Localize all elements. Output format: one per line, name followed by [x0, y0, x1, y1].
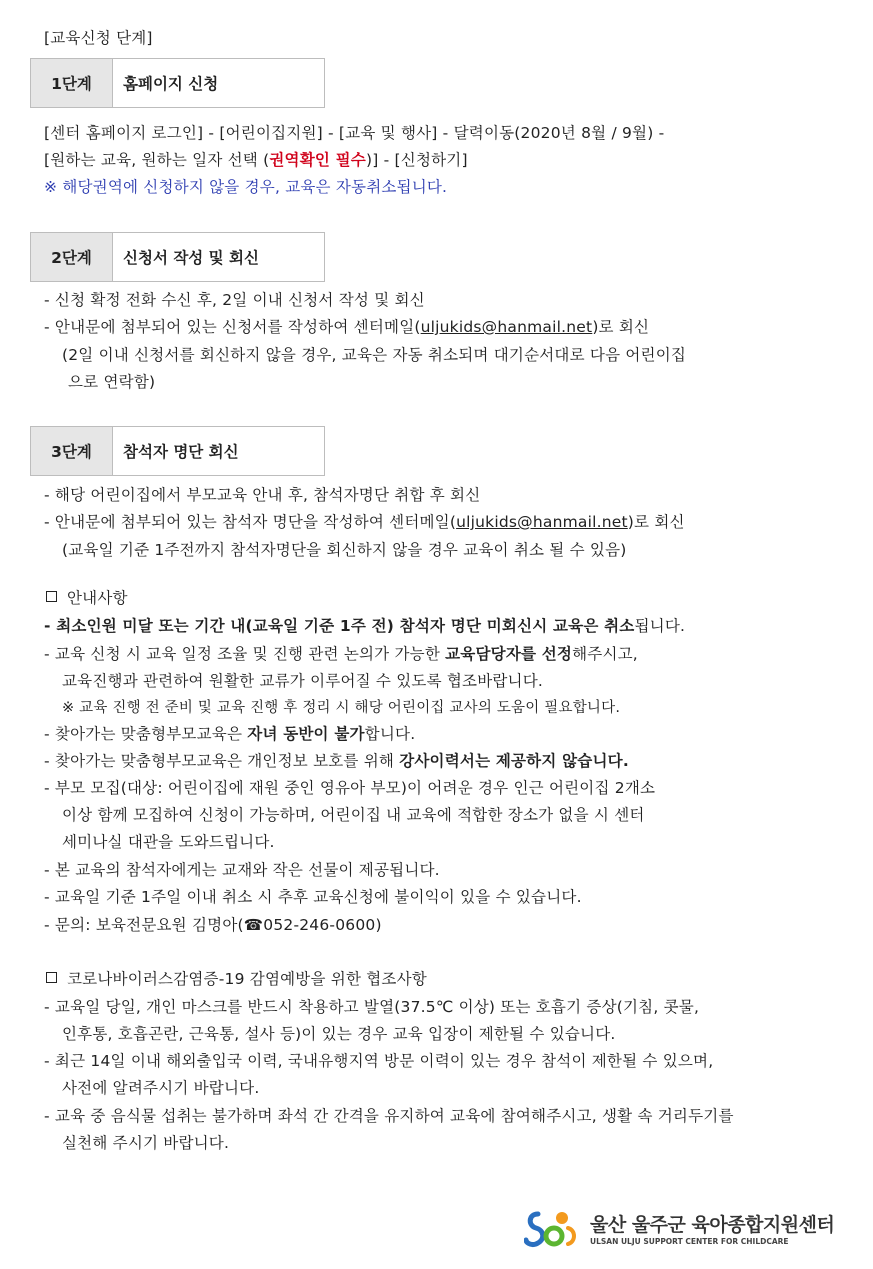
- guide-item-2: - 교육 신청 시 교육 일정 조율 및 진행 관련 논의가 가능한 교육담당자를 선정해주시고,: [44, 645, 638, 663]
- guide-item-4: - 찾아가는 맞춤형부모교육은 개인정보 보호를 위해 강사이력서는 제공하지 않습니다.: [44, 752, 629, 770]
- guide-title: 안내사항: [46, 586, 128, 608]
- center-name-english: ULSAN ULJU SUPPORT CENTER FOR CHILDCARE: [590, 1237, 789, 1246]
- guide-item-2-note: ※ 교육 진행 전 준비 및 교육 진행 후 정리 시 해당 어린이집 교사의 도움이 필요합니다.: [62, 700, 621, 716]
- covid-item-1-cont: 인후통, 호흡곤란, 근육통, 설사 등)이 있는 경우 교육 입장이 제한될 수 있습니다.: [62, 1025, 616, 1043]
- step2-line3: (2일 이내 신청서를 회신하지 않을 경우, 교육은 자동 취소되며 대기순서대로 다음 어린이집: [62, 346, 687, 364]
- guide-item-1: - 최소인원 미달 또는 기간 내(교육일 기준 1주 전) 참석자 명단 미회신시 교육은 취소됩니다.: [44, 617, 686, 635]
- covid-item-1: - 교육일 당일, 개인 마스크를 반드시 착용하고 발열(37.5℃ 이상) 또는 호흡기 증상(기침, 콧물,: [44, 998, 700, 1016]
- guide-item-3: - 찾아가는 맞춤형부모교육은 자녀 동반이 불가합니다.: [44, 725, 416, 743]
- email-link[interactable]: uljukids@hanmail.net: [456, 513, 628, 531]
- checkbox-square-icon: [46, 972, 57, 983]
- region-check-required: 권역확인 필수: [269, 151, 366, 169]
- email-link[interactable]: uljukids@hanmail.net: [420, 318, 593, 336]
- covid-title: 코로나바이러스감염증-19 감염예방을 위한 협조사항: [46, 967, 427, 989]
- guide-item-5: - 부모 모집(대상: 어린이집에 재원 중인 영유아 부모)이 어려운 경우 인근 어린이집 2개소: [44, 779, 656, 797]
- step1-line2: [원하는 교육, 원하는 일자 선택 (권역확인 필수)] - [신청하기]: [44, 151, 468, 169]
- guide-item-5-cont2: 세미나실 대관을 도와드립니다.: [62, 833, 275, 851]
- section-header: [교육신청 단계]: [44, 29, 153, 47]
- phone-icon: ☎: [243, 916, 264, 934]
- center-logo-icon: [524, 1208, 580, 1250]
- step1-line1: [센터 홈페이지 로그인] - [어린이집지원] - [교육 및 행사] - 달력이동(2020년 8월 / 9월) -: [44, 124, 665, 142]
- step1-number: 1단계: [31, 59, 113, 107]
- step2-number: 2단계: [31, 233, 113, 281]
- step3-title: 참석자 명단 회신: [123, 443, 239, 461]
- guide-item-6: - 본 교육의 참석자에게는 교재와 작은 선물이 제공됩니다.: [44, 861, 440, 879]
- step1-note: ※ 해당권역에 신청하지 않을 경우, 교육은 자동취소됩니다.: [44, 178, 448, 196]
- guide-item-8: - 문의: 보육전문요원 김명아(☎052-246-0600): [44, 916, 382, 934]
- covid-item-2-cont: 사전에 알려주시기 바랍니다.: [62, 1079, 260, 1097]
- guide-item-5-cont1: 이상 함께 모집하여 신청이 가능하며, 어린이집 내 교육에 적합한 장소가 없을 시 센터: [62, 806, 645, 824]
- covid-item-3: - 교육 중 음식물 섭취는 불가하며 좌석 간 간격을 유지하여 교육에 참여해주시고, 생활 속 거리두기를: [44, 1107, 734, 1125]
- step3-line1: - 해당 어린이집에서 부모교육 안내 후, 참석자명단 취합 후 회신: [44, 486, 481, 504]
- covid-item-3-cont: 실천해 주시기 바랍니다.: [62, 1134, 230, 1152]
- step1-title: 홈페이지 신청: [123, 75, 219, 93]
- guide-item-2-cont: 교육진행과 관련하여 원활한 교류가 이루어질 수 있도록 협조바랍니다.: [62, 672, 544, 690]
- covid-item-2: - 최근 14일 이내 해외출입국 이력, 국내유행지역 방문 이력이 있는 경우 참석이 제한될 수 있으며,: [44, 1052, 714, 1070]
- step2-line4: 으로 연락함): [68, 373, 156, 391]
- step2-title: 신청서 작성 및 회신: [123, 249, 259, 267]
- step3-line3: (교육일 기준 1주전까지 참석자명단을 회신하지 않을 경우 교육이 취소 될 수 있음): [62, 541, 627, 559]
- guide-item-7: - 교육일 기준 1주일 이내 취소 시 추후 교육신청에 불이익이 있을 수 있습니다.: [44, 888, 582, 906]
- step3-line2: - 안내문에 첨부되어 있는 참석자 명단을 작성하여 센터메일(uljukids@hanmail.net)로 회신: [44, 513, 685, 531]
- step1-box: [30, 58, 325, 108]
- center-logo: [524, 1208, 835, 1250]
- step3-box: [30, 426, 325, 476]
- checkbox-square-icon: [46, 591, 57, 602]
- step2-box: [30, 232, 325, 282]
- phone-number[interactable]: 052-246-0600): [263, 916, 382, 934]
- step2-line2: - 안내문에 첨부되어 있는 신청서를 작성하여 센터메일(uljukids@hanmail.net)로 회신: [44, 318, 650, 336]
- center-name: 울산 울주군 육아종합지원센터: [590, 1214, 835, 1236]
- step3-number: 3단계: [31, 427, 113, 475]
- step2-line1: - 신청 확정 전화 수신 후, 2일 이내 신청서 작성 및 회신: [44, 291, 425, 309]
